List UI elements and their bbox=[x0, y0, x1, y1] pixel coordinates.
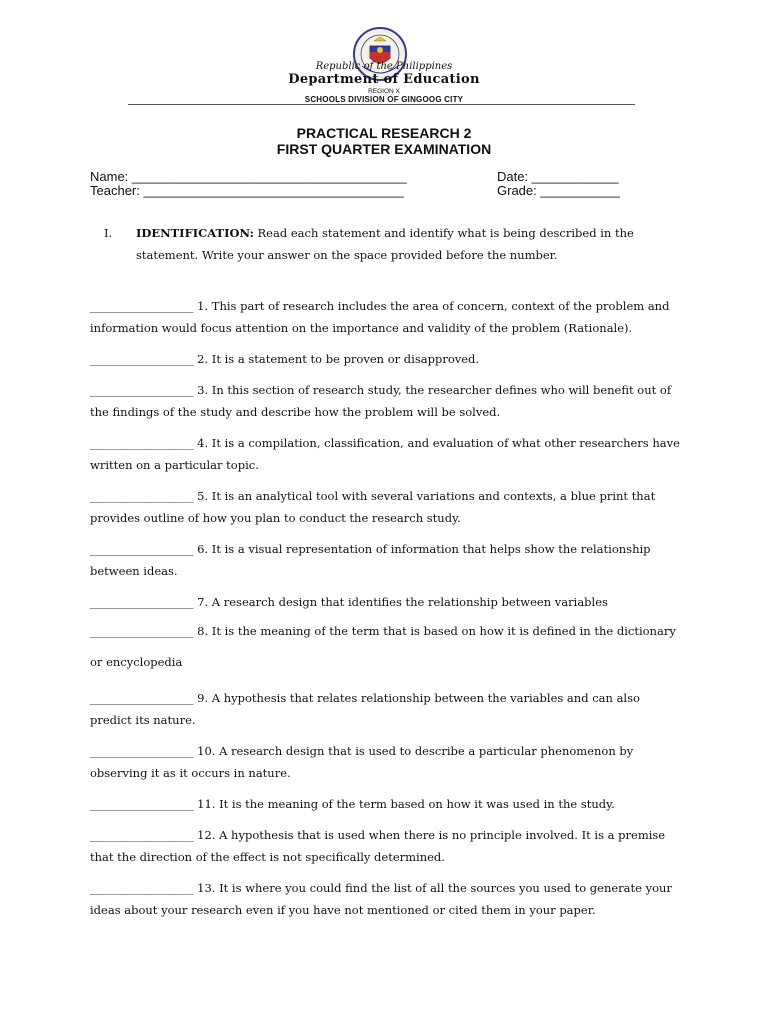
section-instructions-text: Read each statement and identify what is being described in the statement. Write your answer on the space provided before the number. bbox=[136, 226, 634, 262]
date-field[interactable]: Date: ____________ bbox=[497, 169, 619, 184]
question-item: __________________ 11. It is the meaning of the term based on how it was used in the study. bbox=[90, 797, 615, 811]
question-item: __________________ 2. It is a statement to be proven or disapproved. bbox=[90, 352, 480, 366]
exam-title: PRACTICAL RESEARCH 2 bbox=[296, 125, 472, 141]
department-label: Department of Education bbox=[288, 72, 480, 87]
section-instructions bbox=[136, 222, 676, 266]
question-item: __________________ 1. This part of research includes the area of concern, context of the problem and information would focus attention on the importance and validity of the problem (Rationale). bbox=[90, 299, 670, 335]
question-item: __________________ 10. A research design that is used to describe a particular phenomenon by observing it as it occurs in nature. bbox=[90, 744, 634, 780]
question-item: __________________ 5. It is an analytical tool with several variations and contexts, a blue print that provides outline of how you plan to conduct the research study. bbox=[90, 489, 656, 525]
question-item: __________________ 7. A research design that identifies the relationship between variables bbox=[90, 595, 608, 609]
header-divider bbox=[128, 104, 635, 105]
region-label: REGION X bbox=[368, 88, 400, 95]
question-item: __________________ 4. It is a compilation, classification, and evaluation of what other researchers have written on a particular topic. bbox=[90, 436, 680, 472]
question-item: __________________ 8. It is the meaning of the term that is based on how it is defined in the dictionary or encyclopedia bbox=[90, 624, 676, 669]
question-item: __________________ 13. It is where you could find the list of all the sources you used to generate your ideas about your research even if you have not mentioned or cited them in your paper. bbox=[90, 881, 672, 917]
division-label: SCHOOLS DIVISION OF GINGOOG CITY bbox=[304, 95, 464, 104]
exam-subtitle: FIRST QUARTER EXAMINATION bbox=[276, 141, 492, 157]
question-item: __________________ 6. It is a visual representation of information that helps show the relationship between ideas. bbox=[90, 542, 651, 578]
question-list bbox=[90, 295, 682, 921]
name-field[interactable]: Name: ______________________________________ bbox=[90, 169, 407, 184]
question-item: __________________ 3. In this section of research study, the researcher defines who will benefit out of the findings of the study and describe how the problem will be solved. bbox=[90, 383, 672, 419]
question-item: __________________ 9. A hypothesis that relates relationship between the variables and can also predict its nature. bbox=[90, 691, 640, 727]
section-heading: IDENTIFICATION: bbox=[136, 226, 254, 240]
grade-field[interactable]: Grade: ___________ bbox=[497, 183, 620, 198]
republic-label: Republic of the Philippines bbox=[315, 61, 453, 72]
question-item: __________________ 12. A hypothesis that is used when there is no principle involved. It is a premise that the direction of the effect is not specifically determined. bbox=[90, 828, 666, 864]
section-number: I. bbox=[104, 226, 113, 240]
teacher-field[interactable]: Teacher: ____________________________________ bbox=[90, 183, 404, 198]
